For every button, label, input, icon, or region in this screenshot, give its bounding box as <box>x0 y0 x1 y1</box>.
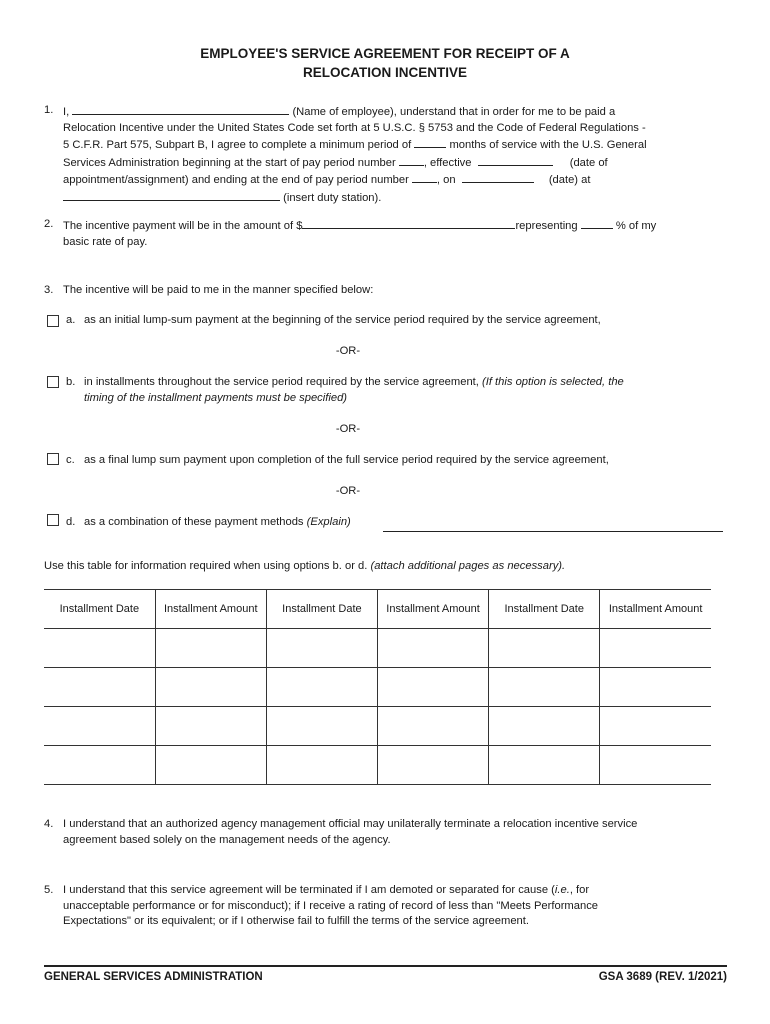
item4-text: agreement based solely on the management needs of the agency. <box>63 833 391 846</box>
incentive-amount-field[interactable] <box>302 217 515 229</box>
installment-date-cell[interactable] <box>489 746 600 785</box>
item1-text: Relocation Incentive under the United States Code set forth at 5 U.S.C. § 5753 and the Code of Federal Regulations - <box>63 121 646 134</box>
item4-text: I understand that an authorized agency management official may unilaterally terminate a relocation incentive service <box>63 818 638 830</box>
form-title-line1: EMPLOYEE'S SERVICE AGREEMENT FOR RECEIPT OF A <box>200 46 570 61</box>
item1-number: 1. <box>44 104 54 116</box>
option-b-letter: b. <box>66 376 76 388</box>
option-c-checkbox[interactable] <box>47 453 59 465</box>
header-installment-amount: Installment Amount <box>377 590 488 629</box>
table-header-row <box>44 590 711 629</box>
installment-date-cell[interactable] <box>266 746 377 785</box>
installment-amount-cell[interactable] <box>377 668 488 707</box>
installment-date-cell[interactable] <box>266 629 377 668</box>
item1-text: Services Administration beginning at the start of pay period number <box>63 156 396 169</box>
start-pay-period-field[interactable] <box>399 154 424 166</box>
header-installment-date: Installment Date <box>489 590 600 629</box>
item1-text: (date of <box>569 156 608 169</box>
item1-text: months of service with the U.S. General <box>449 139 647 151</box>
option-c-letter: c. <box>66 454 75 466</box>
table-intro <box>44 559 565 575</box>
installment-amount-cell[interactable] <box>155 668 266 707</box>
item2-text: basic rate of pay. <box>63 235 148 248</box>
footer-rule <box>44 965 727 967</box>
option-a-checkbox[interactable] <box>47 315 59 327</box>
item5-text: i.e. <box>554 884 570 896</box>
installment-date-cell[interactable] <box>489 707 600 746</box>
installment-date-cell[interactable] <box>489 668 600 707</box>
item4-block <box>63 817 723 848</box>
item1-block <box>63 103 723 206</box>
table-intro-text: Use this table for information required when using options b. or d. <box>44 560 368 572</box>
installment-amount-cell[interactable] <box>155 746 266 785</box>
header-installment-date: Installment Date <box>266 590 377 629</box>
item1-text: appointment/assignment) and ending at the end of pay period number <box>63 174 409 186</box>
effective-date-field[interactable] <box>478 154 553 166</box>
item4-number: 4. <box>44 818 54 830</box>
or-separator: -OR- <box>335 345 361 357</box>
item1-text: , effective <box>423 156 472 169</box>
or-separator: -OR- <box>335 485 361 497</box>
explain-field[interactable] <box>383 531 723 532</box>
installment-amount-cell[interactable] <box>155 629 266 668</box>
item5-block <box>63 883 723 930</box>
installment-table <box>44 589 711 785</box>
header-installment-amount: Installment Amount <box>608 603 703 615</box>
installment-date-cell[interactable] <box>489 629 600 668</box>
item3-number: 3. <box>44 284 54 296</box>
footer-form-number: GSA 3689 (REV. 1/2021) <box>598 971 727 983</box>
option-b-note: (If this option is selected, the <box>482 376 624 388</box>
installment-amount-cell[interactable] <box>377 629 488 668</box>
item1-text: 5 C.F.R. Part 575, Subpart B, I agree to complete a minimum period of <box>63 139 412 151</box>
installment-date-cell[interactable] <box>44 707 155 746</box>
footer-agency: GENERAL SERVICES ADMINISTRATION <box>44 971 263 983</box>
item2-text: The incentive payment will be in the amount of $ <box>63 220 303 232</box>
option-d-note: (Explain) <box>306 516 351 528</box>
option-b-note: timing of the installment payments must be specified) <box>84 391 348 404</box>
header-installment-date: Installment Date <box>44 590 155 629</box>
option-b-block <box>84 375 724 406</box>
installment-amount-cell[interactable] <box>377 707 488 746</box>
item5-text: I understand that this service agreement will be terminated if I am demoted or separated for cause ( <box>63 884 555 896</box>
item1-text: (insert duty station). <box>283 191 382 204</box>
item1-text: (Name of employee), understand that in order for me to be paid a <box>292 106 616 118</box>
percent-field[interactable] <box>581 217 613 229</box>
option-b-checkbox[interactable] <box>47 376 59 388</box>
item2-text: % of my <box>615 220 657 232</box>
item1-text: (date) at <box>548 174 591 186</box>
item5-text: , for <box>569 884 590 896</box>
table-row <box>44 707 711 746</box>
header-installment-amount: Installment Amount <box>155 590 266 629</box>
installment-date-cell[interactable] <box>44 668 155 707</box>
installment-amount-cell[interactable] <box>377 746 488 785</box>
form-title-line2: RELOCATION INCENTIVE <box>302 65 467 80</box>
option-d-text: as a combination of these payment methods <box>84 516 304 528</box>
option-b-text: in installments throughout the service period required by the service agreement, <box>84 376 479 388</box>
or-separator: -OR- <box>335 423 361 435</box>
duty-station-field[interactable] <box>63 189 280 201</box>
option-d-block <box>84 515 351 531</box>
item2-text: representing <box>515 220 578 232</box>
item3-intro: The incentive will be paid to me in the manner specified below: <box>63 284 374 296</box>
installment-amount-cell[interactable] <box>600 707 711 746</box>
installment-date-cell[interactable] <box>44 746 155 785</box>
installment-amount-cell[interactable] <box>600 629 711 668</box>
end-pay-period-field[interactable] <box>412 171 437 183</box>
installment-date-cell[interactable] <box>266 668 377 707</box>
installment-date-cell[interactable] <box>266 707 377 746</box>
installment-amount-cell[interactable] <box>155 707 266 746</box>
option-d-letter: d. <box>66 516 76 528</box>
item1-text: I, <box>63 106 70 118</box>
installment-date-cell[interactable] <box>44 629 155 668</box>
item2-block <box>63 217 723 250</box>
end-date-field[interactable] <box>462 171 534 183</box>
installment-amount-cell[interactable] <box>600 668 711 707</box>
employee-name-field[interactable] <box>72 103 289 115</box>
option-d-checkbox[interactable] <box>47 514 59 526</box>
item5-number: 5. <box>44 884 54 896</box>
table-row <box>44 668 711 707</box>
table-row <box>44 629 711 668</box>
table-intro-note: (attach additional pages as necessary). <box>370 560 566 572</box>
item2-number: 2. <box>44 218 54 230</box>
installment-amount-cell[interactable] <box>600 746 711 785</box>
item5-text: Expectations" or its equivalent; or if I otherwise fail to fulfill the terms of the service agreement. <box>63 915 529 927</box>
option-a-letter: a. <box>66 314 76 326</box>
item5-text: unacceptable performance or for misconduct); if I receive a rating of record of less than "Meets Performance <box>63 899 599 912</box>
option-c-text: as a final lump sum payment upon completion of the full service period required by the service agreement, <box>84 454 609 466</box>
months-of-service-field[interactable] <box>414 136 446 148</box>
item1-text: , on <box>436 174 456 186</box>
table-row <box>44 746 711 785</box>
option-a-text: as an initial lump-sum payment at the beginning of the service period required by the service agreement, <box>84 314 601 326</box>
